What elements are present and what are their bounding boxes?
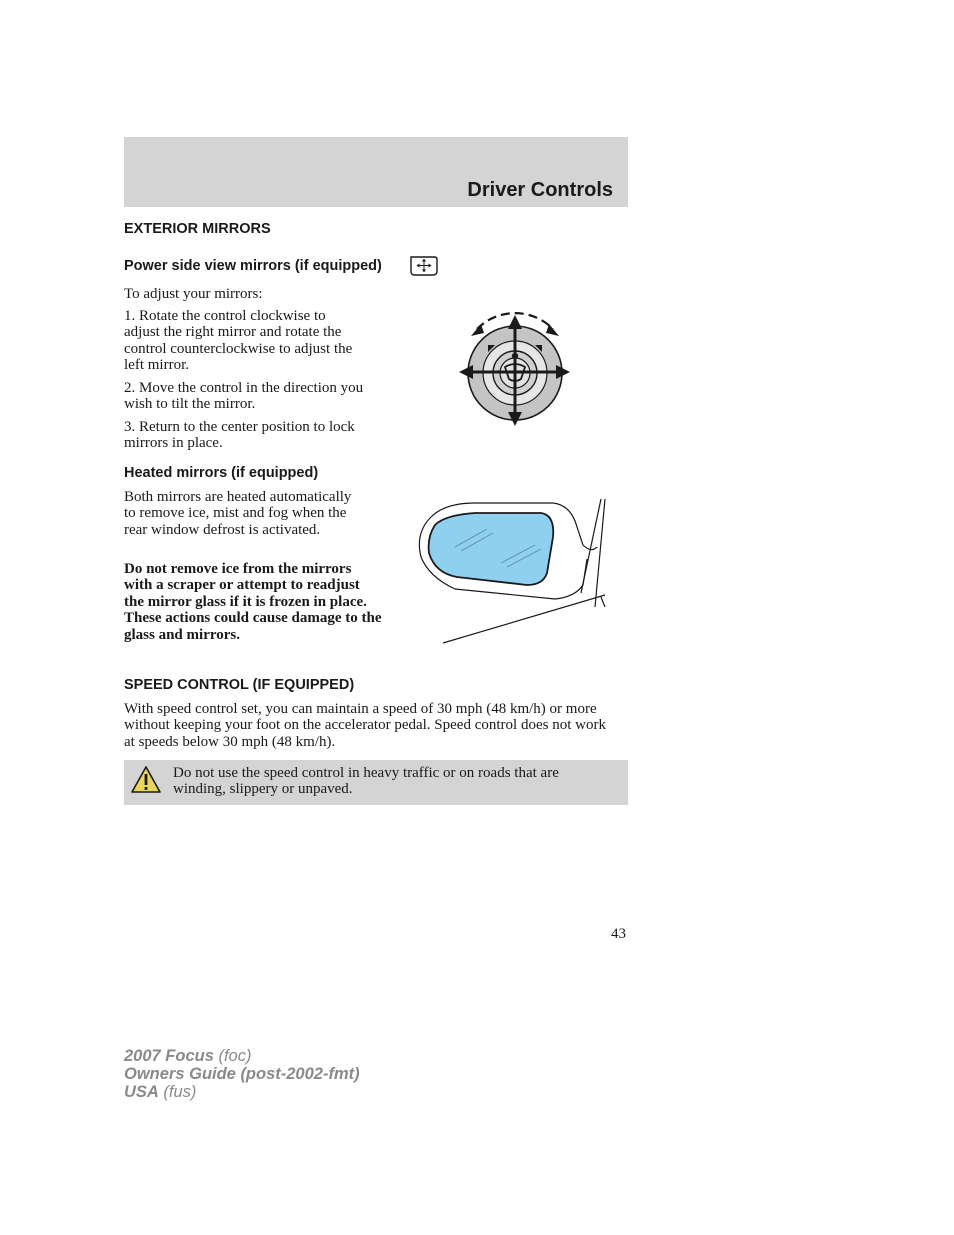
- warning-triangle-icon: [130, 765, 162, 795]
- power-mirrors-heading: [124, 258, 382, 274]
- footer-guide: Owners Guide (post-2002-fmt): [124, 1065, 360, 1083]
- exterior-mirrors-heading: EXTERIOR MIRRORS: [124, 221, 271, 237]
- footer-model-code: (foc): [213, 1047, 252, 1065]
- speed-control-heading: SPEED CONTROL (IF EQUIPPED): [124, 677, 355, 693]
- heated-mirrors-heading: Heated mirrors (if equipped): [124, 465, 319, 481]
- mirror-adjust-icon: [409, 255, 439, 277]
- section-title: Driver Controls: [467, 179, 613, 201]
- speed-control-text: With speed control set, you can maintain a speed of 30 mph (48 km/h) or more without keeping your foot on the accelerator pedal. Speed control does not work at speeds below 30 mph (48 km/h).: [124, 701, 606, 750]
- mirror-control-knob-illustration: [455, 303, 575, 429]
- power-intro: To adjust your mirrors:: [124, 286, 263, 302]
- heated-mirrors-text: Both mirrors are heated automatically to remove ice, mist and fog when the rear window defrost is activated.: [124, 489, 352, 538]
- footer-line-2: [124, 1065, 360, 1083]
- power-step-1: 1. Rotate the control clockwise to adjust the right mirror and rotate the control counterclockwise to adjust the left mirror.: [124, 308, 353, 374]
- page-number: 43: [611, 926, 626, 942]
- power-step-3: 3. Return to the center position to lock mirrors in place.: [124, 419, 355, 452]
- document-footer: [124, 1047, 360, 1101]
- footer-line-1: [124, 1047, 360, 1065]
- footer-market-code: (fus): [158, 1083, 197, 1101]
- footer-market: USA: [124, 1083, 159, 1101]
- footer-model: 2007 Focus: [124, 1047, 214, 1065]
- power-step-2: 2. Move the control in the direction you wish to tilt the mirror.: [124, 380, 364, 413]
- footer-line-3: [124, 1083, 360, 1101]
- power-mirrors-heading-text: Power side view mirrors (if equipped): [124, 258, 382, 274]
- speed-control-warning-text: Do not use the speed control in heavy traffic or on roads that are winding, slippery or unpaved.: [173, 765, 559, 798]
- header-band: [124, 137, 628, 207]
- heated-mirrors-warning: Do not remove ice from the mirrors with a scraper or attempt to readjust the mirror glass if it is frozen in place. These actions could cause damage to the glass and mirrors.: [124, 561, 382, 643]
- heated-mirror-illustration: [415, 497, 611, 647]
